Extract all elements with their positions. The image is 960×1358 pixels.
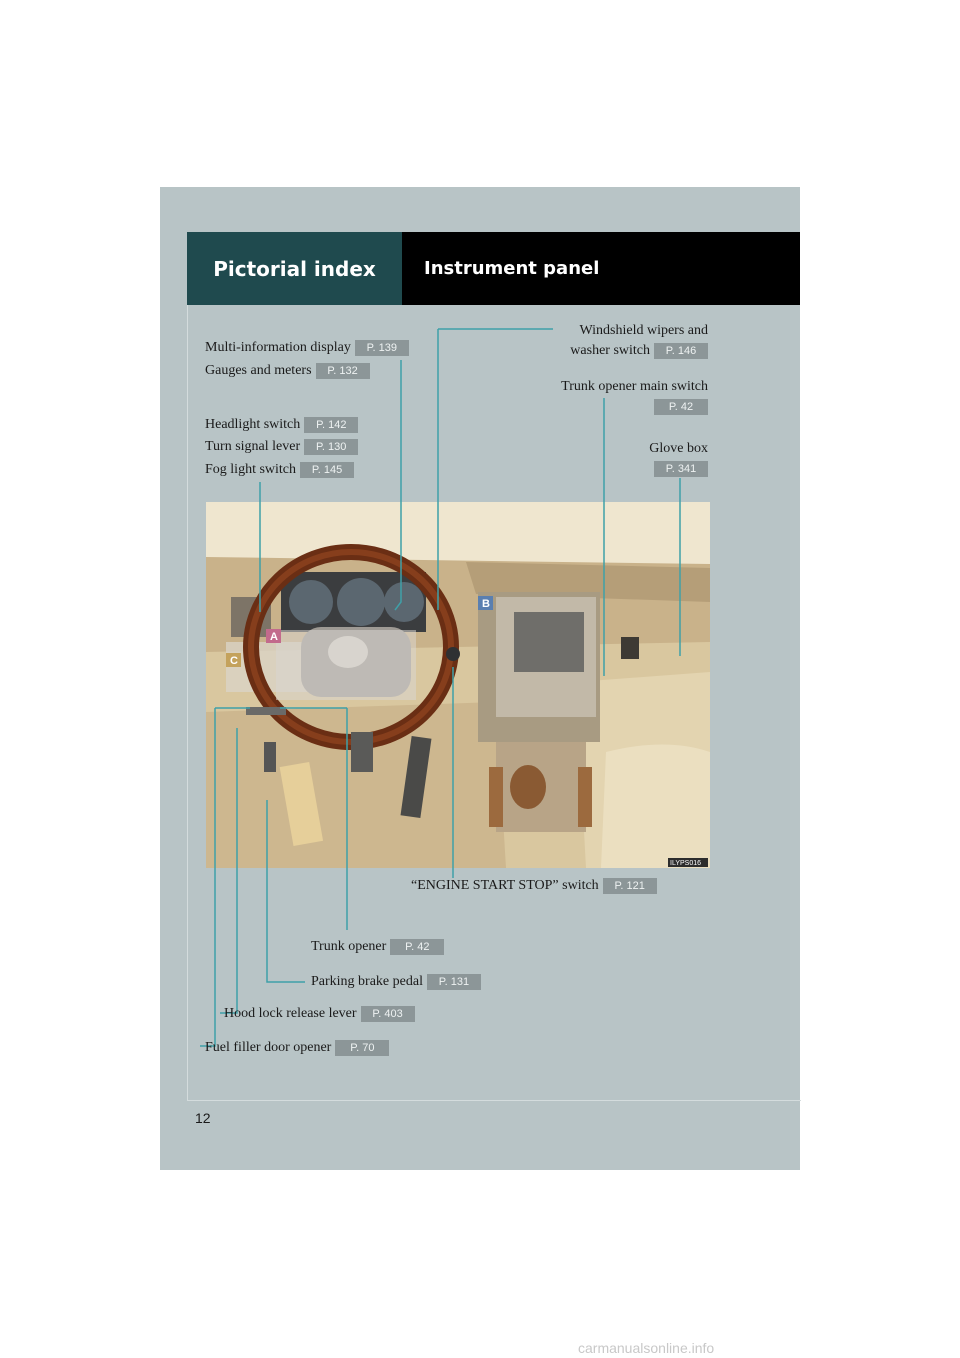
watermark: carmanualsonline.info <box>578 1340 715 1356</box>
page-ref[interactable]: P. 121 <box>603 878 657 894</box>
page-number: 12 <box>195 1110 211 1126</box>
callout-b: B <box>482 598 490 610</box>
label-windshield-wipers: washer switch P. 146 <box>570 342 708 360</box>
label-windshield-wipers-line1: Windshield wipers and <box>579 323 708 338</box>
image-code: ILYPS016 <box>670 860 702 867</box>
label-parking-brake-pedal: Parking brake pedal P. 131 <box>311 973 481 991</box>
instrument-panel-illustration <box>206 502 710 868</box>
glove-box-ref-row <box>650 460 708 478</box>
label-gauges-and-meters: Gauges and meters P. 132 <box>205 362 370 380</box>
page-ref[interactable]: P. 42 <box>390 939 444 955</box>
label-trunk-opener-main-switch: Trunk opener main switch <box>561 379 708 394</box>
label-multi-information-display: Multi-information display P. 139 <box>205 339 409 357</box>
label-hood-lock-release-lever: Hood lock release lever P. 403 <box>224 1005 415 1023</box>
section-header: Pictorial index <box>187 232 402 305</box>
callout-c: C <box>230 655 238 667</box>
page-ref[interactable]: P. 341 <box>654 461 708 477</box>
callout-a: A <box>270 631 278 643</box>
page-ref[interactable]: P. 42 <box>654 399 708 415</box>
label-trunk-opener: Trunk opener P. 42 <box>311 938 444 956</box>
label-headlight-switch: Headlight switch P. 142 <box>205 416 358 434</box>
trunk-main-ref-row <box>650 398 708 416</box>
page-ref[interactable]: P. 139 <box>355 340 409 356</box>
label-fuel-filler-door-opener: Fuel filler door opener P. 70 <box>205 1039 389 1057</box>
label-engine-start-stop-switch: “ENGINE START STOP” switch P. 121 <box>411 877 657 895</box>
page-ref[interactable]: P. 142 <box>304 417 358 433</box>
page-ref[interactable]: P. 70 <box>335 1040 389 1056</box>
label-turn-signal-lever: Turn signal lever P. 130 <box>205 438 358 456</box>
page-ref[interactable]: P. 146 <box>654 343 708 359</box>
label-fog-light-switch: Fog light switch P. 145 <box>205 461 354 479</box>
label-glove-box: Glove box <box>649 441 708 456</box>
page-ref[interactable]: P. 131 <box>427 974 481 990</box>
page-ref[interactable]: P. 132 <box>316 363 370 379</box>
page-ref[interactable]: P. 403 <box>361 1006 415 1022</box>
page-ref[interactable]: P. 130 <box>304 439 358 455</box>
page-title: Instrument panel <box>402 232 800 305</box>
page-ref[interactable]: P. 145 <box>300 462 354 478</box>
